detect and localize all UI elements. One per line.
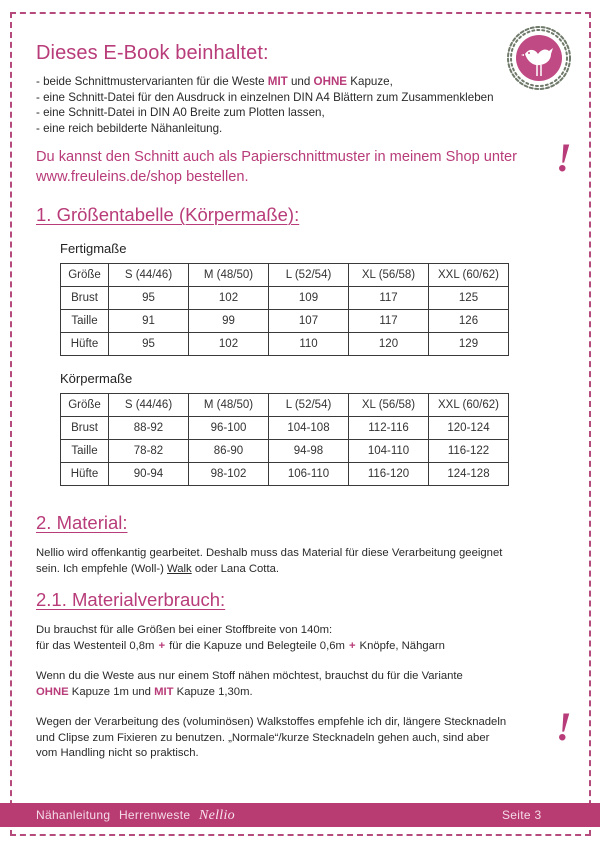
table-cell: 117 <box>349 310 429 333</box>
section-heading-material: 2. Material: <box>36 512 128 533</box>
table-header-row <box>61 394 509 417</box>
section-heading-material-usage: 2.1. Materialverbrauch: <box>36 589 226 610</box>
table-header-cell: XL (56/58) <box>349 394 429 417</box>
shop-note <box>36 147 556 187</box>
footer-doc-title <box>36 808 240 824</box>
table-header-cell: M (48/50) <box>189 264 269 287</box>
table-cell: 107 <box>269 310 349 333</box>
table-header-cell: Größe <box>61 264 109 287</box>
table-cell: Hüfte <box>61 333 109 356</box>
table-cell: 104-108 <box>269 417 349 440</box>
variant-paragraph <box>36 669 556 700</box>
paragraph-line: Wenn du die Weste aus nur einem Stoff nähen möchtest, brauchst du für die Variante <box>36 670 463 682</box>
paragraph-line <box>36 685 556 701</box>
table-cell: 86-90 <box>189 440 269 463</box>
table-cell: 117 <box>349 287 429 310</box>
table-cell: 102 <box>189 287 269 310</box>
shop-note-line: Du kannst den Schnitt auch als Papierschnittmuster in meinem Shop unter <box>36 149 518 165</box>
table-cell: Brust <box>61 287 109 310</box>
walk-link[interactable]: Walk <box>167 562 192 575</box>
exclamation-icon: ! <box>556 704 572 749</box>
table-cell: 99 <box>189 310 269 333</box>
table-cell: 90-94 <box>109 463 189 486</box>
paragraph-line: Du brauchst für alle Größen bei einer Stoffbreite von 140m: <box>36 624 333 636</box>
table-row <box>61 417 509 440</box>
paragraph-text: Kapuze 1m und <box>68 685 155 698</box>
plus-icon: + <box>158 639 166 652</box>
paragraph-line: vom Handling nicht so praktisch. <box>36 747 199 759</box>
paragraph-text: Knöpfe, Nähgarn <box>359 639 445 652</box>
table-cell: 88-92 <box>109 417 189 440</box>
table-cell: 98-102 <box>189 463 269 486</box>
material-paragraph <box>36 546 556 577</box>
table-cell: 91 <box>109 310 189 333</box>
table-cell: 102 <box>189 333 269 356</box>
table-header-cell: XXL (60/62) <box>429 264 509 287</box>
bird-wreath-logo-icon <box>505 24 573 92</box>
list-item-text: - beide Schnittmustervarianten für die Weste <box>36 75 268 88</box>
table-caption-body: Körpermaße <box>60 371 133 386</box>
table-cell: 104-110 <box>349 440 429 463</box>
section-heading-size-table: 1. Größentabelle (Körpermaße): <box>36 204 300 225</box>
table-caption-finished: Fertigmaße <box>60 241 127 256</box>
table-cell: 116-122 <box>429 440 509 463</box>
table-row <box>61 440 509 463</box>
list-item: - eine Schnitt-Datei für den Ausdruck in einzelnen DIN A4 Blättern zum Zusammenkleben <box>36 90 494 104</box>
table-row <box>61 310 509 333</box>
paragraph-line <box>36 562 556 578</box>
ebook-contents-list <box>36 74 494 136</box>
table-header-cell: S (44/46) <box>109 394 189 417</box>
finished-measurements-table <box>60 263 509 356</box>
paragraph-text: für das Westenteil 0,8m <box>36 639 155 652</box>
list-item-text: und <box>287 75 314 88</box>
table-header-cell: M (48/50) <box>189 394 269 417</box>
footer-brand: Nellio <box>198 808 235 823</box>
table-cell: Taille <box>61 440 109 463</box>
paragraph-line <box>36 639 556 655</box>
table-cell: Hüfte <box>61 463 109 486</box>
list-item: - eine Schnitt-Datei in DIN A0 Breite zum Plotten lassen, <box>36 106 325 119</box>
paragraph-line: und Clipse zum Fixieren zu benutzen. „Normale“/kurze Stecknadeln gehen auch, sind aber <box>36 731 490 744</box>
paragraph-line: Nellio wird offenkantig gearbeitet. Deshalb muss das Material für diese Verarbeitung geeignet <box>36 547 503 559</box>
table-cell: 78-82 <box>109 440 189 463</box>
table-cell: 106-110 <box>269 463 349 486</box>
table-cell: 120 <box>349 333 429 356</box>
shop-link[interactable]: www.freuleins.de/shop bestellen. <box>36 169 249 185</box>
table-cell: 126 <box>429 310 509 333</box>
table-header-cell: Größe <box>61 394 109 417</box>
list-item <box>36 74 494 90</box>
paragraph-text: oder Lana Cotta. <box>191 562 280 575</box>
table-cell: 125 <box>429 287 509 310</box>
pins-paragraph <box>36 715 556 762</box>
mit-highlight: MIT <box>154 685 174 698</box>
table-header-cell: XXL (60/62) <box>429 394 509 417</box>
table-row <box>61 463 509 486</box>
page-title: Dieses E-Book beinhaltet: <box>36 42 269 64</box>
table-cell: 120-124 <box>429 417 509 440</box>
table-cell: 116-120 <box>349 463 429 486</box>
table-cell: 124-128 <box>429 463 509 486</box>
table-cell: 129 <box>429 333 509 356</box>
list-item-text: Kapuze, <box>347 75 393 88</box>
table-header-cell: L (52/54) <box>269 264 349 287</box>
footer-doc-name: Herrenweste <box>118 808 191 822</box>
table-header-cell: XL (56/58) <box>349 264 429 287</box>
table-cell: 96-100 <box>189 417 269 440</box>
table-row <box>61 287 509 310</box>
table-cell: 95 <box>109 287 189 310</box>
plus-icon: + <box>348 639 356 652</box>
table-cell: Brust <box>61 417 109 440</box>
exclamation-icon: ! <box>556 135 572 180</box>
fabric-usage-paragraph <box>36 623 556 654</box>
table-cell: Taille <box>61 310 109 333</box>
table-header-cell: S (44/46) <box>109 264 189 287</box>
list-item: - eine reich bebilderte Nähanleitung. <box>36 121 223 135</box>
page-number: Seite 3 <box>502 808 542 822</box>
paragraph-text: sein. Ich empfehle (Woll-) <box>36 562 168 575</box>
body-measurements-table <box>60 393 509 486</box>
mit-highlight: MIT <box>267 75 288 88</box>
table-cell: 110 <box>269 333 349 356</box>
table-header-cell: L (52/54) <box>269 394 349 417</box>
table-cell: 94-98 <box>269 440 349 463</box>
footer-doc-type: Nähanleitung <box>36 808 111 822</box>
table-cell: 112-116 <box>349 417 429 440</box>
ohne-highlight: OHNE <box>36 685 69 698</box>
paragraph-text: für die Kapuze und Belegteile 0,6m <box>169 639 345 652</box>
table-cell: 95 <box>109 333 189 356</box>
table-cell: 109 <box>269 287 349 310</box>
paragraph-line: Wegen der Verarbeitung des (voluminösen) Walkstoffes empfehle ich dir, längere Stecknadeln <box>36 716 507 728</box>
ohne-highlight: OHNE <box>313 75 348 88</box>
table-row <box>61 333 509 356</box>
paragraph-text: Kapuze 1,30m. <box>173 685 253 698</box>
footer-bar <box>0 803 600 827</box>
table-header-row <box>61 264 509 287</box>
